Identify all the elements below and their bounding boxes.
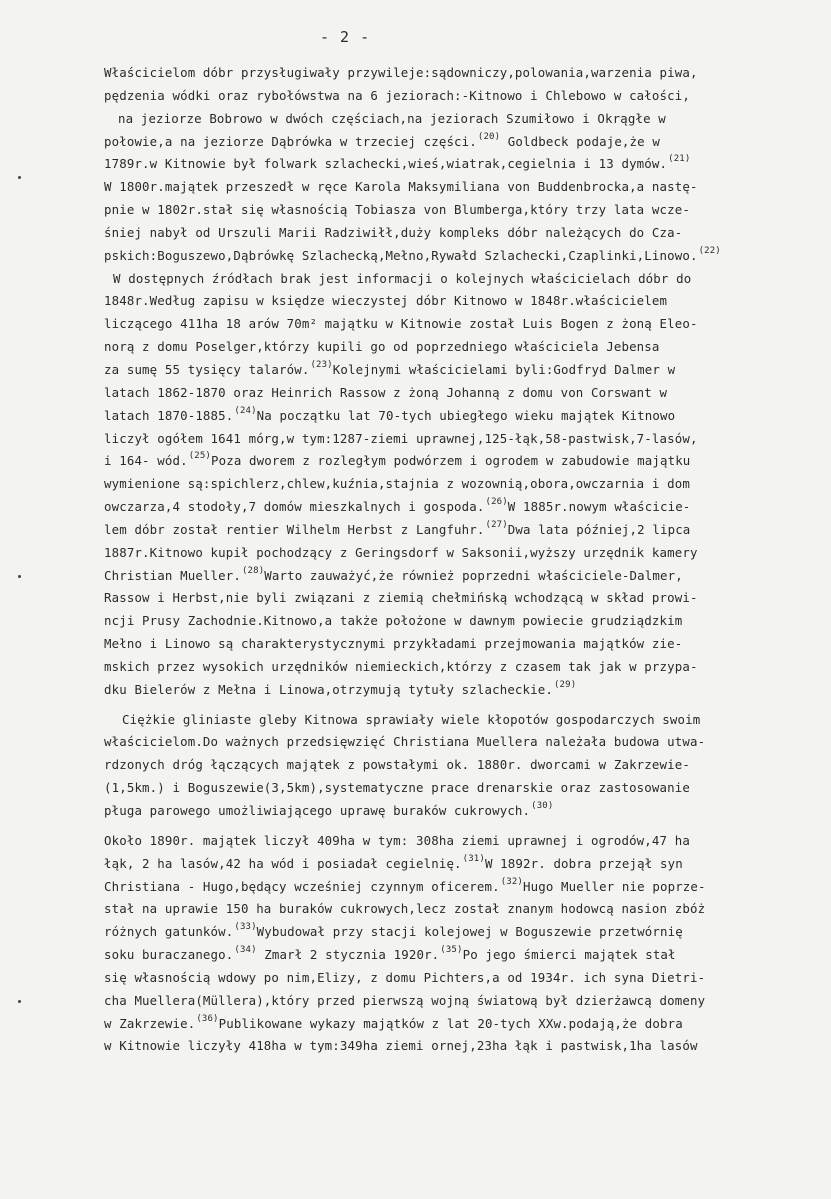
line-text: właścicielom.Do ważnych przedsięwzięć Christiana Muellera należała budowa utwa- bbox=[104, 734, 706, 750]
line-text-continued: Dwa lata później,2 lipca bbox=[507, 521, 691, 537]
footnote-ref: (24) bbox=[234, 405, 257, 416]
line-text-continued: Poza dworem z rozległym podwórzem i ogrodem w zabudowie majątku bbox=[211, 453, 691, 469]
line-text-continued: Na początku lat 70-tych ubiegłego wieku majątek Kitnowo bbox=[256, 407, 676, 423]
line-text: Około 1890r. majątek liczył 409ha w tym: 308ha ziemi uprawnej i ogrodów,47 ha bbox=[104, 832, 690, 848]
paragraph-gap bbox=[0, 702, 831, 709]
text-line bbox=[0, 62, 831, 85]
line-text: 1789r.w Kitnowie był folwark szlachecki,wieś,wiatrak,cegielnia i 13 dymów. bbox=[104, 156, 668, 172]
text-line bbox=[0, 990, 831, 1013]
footnote-ref: (33) bbox=[234, 922, 257, 933]
text-line bbox=[0, 473, 831, 496]
text-line bbox=[0, 450, 831, 473]
line-text: różnych gatunków. bbox=[104, 924, 234, 940]
text-line bbox=[0, 656, 831, 679]
footnote-ref: (30) bbox=[531, 801, 554, 811]
line-text: rdzonych dróg łączących majątek z powstałymi ok. 1880r. dworcami w Zakrzewie- bbox=[104, 757, 690, 773]
text-line bbox=[0, 153, 831, 176]
line-text: norą z domu Poselger,którzy kupili go od poprzedniego właściciela Jebensa bbox=[104, 339, 660, 355]
line-text: za sumę 55 tysięcy talarów. bbox=[104, 361, 310, 377]
text-line bbox=[0, 1035, 831, 1058]
text-line bbox=[0, 313, 831, 336]
text-line bbox=[0, 359, 831, 382]
text-line bbox=[0, 777, 831, 800]
line-text: Christiana - Hugo,będący wcześniej czynnym oficerem. bbox=[104, 878, 500, 894]
text-line bbox=[0, 496, 831, 519]
footnote-ref: (29) bbox=[553, 679, 577, 690]
line-text: stał na uprawie 150 ha buraków cukrowych,lecz został znanym hodowcą nasion zbóż bbox=[104, 901, 706, 917]
footnote-ref: (36) bbox=[196, 1013, 219, 1024]
line-text: Christian Mueller. bbox=[104, 567, 241, 583]
line-text: Właścicielom dóbr przysługiwały przywileje:sądowniczy,polowania,warzenia piwa, bbox=[104, 65, 698, 80]
line-text-continued: Kolejnymi właścicielami byli:Godfryd Dalmer w bbox=[332, 361, 676, 377]
text-line bbox=[0, 800, 831, 823]
text-line bbox=[0, 921, 831, 944]
line-text: W dostępnych źródłach brak jest informacji o kolejnych właścicielach dóbr do bbox=[113, 270, 692, 286]
footnote-ref: (22) bbox=[698, 245, 721, 256]
line-text: w Zakrzewie. bbox=[104, 1015, 196, 1031]
line-text: pskich:Boguszewo,Dąbrówkę Szlachecką,Mełno,Rywałd Szlachecki,Czaplinki,Linowo. bbox=[104, 247, 698, 263]
text-line bbox=[0, 853, 831, 876]
text-line bbox=[0, 830, 831, 853]
line-text-continued: Wybudował przy stacji kolejowej w Boguszewie przetwórnię bbox=[256, 924, 683, 940]
footnote-ref: (35) bbox=[440, 945, 463, 956]
footnote-ref: (27) bbox=[485, 519, 508, 530]
footnote-ref: (25) bbox=[188, 451, 211, 462]
page-number: - 2 - bbox=[320, 28, 371, 46]
text-line bbox=[0, 176, 831, 199]
paragraph-gap bbox=[0, 823, 831, 830]
text-line bbox=[0, 405, 831, 428]
line-text-continued: Goldbeck podaje,że w bbox=[500, 133, 660, 149]
text-line bbox=[0, 876, 831, 899]
line-text: i 164- wód. bbox=[104, 453, 188, 469]
text-line bbox=[0, 199, 831, 222]
line-text: cha Muellera(Müllera),który przed pierwszą wojną światową był dzierżawcą domeny bbox=[104, 992, 706, 1008]
line-text: (1,5km.) i Boguszewie(3,5km),systematyczne prace drenarskie oraz zastosowanie bbox=[104, 780, 690, 796]
line-text: Rassow i Herbst,nie byli związani z ziemią chełmińską wchodzącą w skład prowi- bbox=[104, 590, 698, 606]
line-text: się własnością wdowy po nim,Elizy, z domu Pichters,a od 1934r. ich syna Dietri- bbox=[104, 969, 706, 985]
text-line bbox=[0, 944, 831, 967]
line-text: 1848r.Według zapisu w księdze wieczystej dóbr Kitnowo w 1848r.właścicielem bbox=[104, 293, 668, 309]
text-line bbox=[0, 428, 831, 451]
text-line bbox=[0, 290, 831, 313]
text-line bbox=[0, 967, 831, 990]
line-text: liczył ogółem 1641 mórg,w tym:1287-ziemi uprawnej,125-łąk,58-pastwisk,7-lasów, bbox=[104, 430, 698, 446]
line-text: lem dóbr został rentier Wilhelm Herbst z Langfuhr. bbox=[104, 521, 485, 537]
footnote-ref: (31) bbox=[462, 853, 485, 864]
text-line bbox=[0, 633, 831, 656]
footnote-ref: (34) bbox=[234, 945, 257, 956]
line-text: mskich przez wysokich urzędników niemieckich,którzy z czasem tak jak w przypa- bbox=[104, 658, 698, 674]
body-text bbox=[0, 62, 831, 1058]
line-text-continued: Warto zauważyć,że również poprzedni właściciele-Dalmer, bbox=[264, 567, 683, 583]
text-line bbox=[0, 542, 831, 565]
footnote-ref: (28) bbox=[241, 565, 265, 576]
line-text: pędzenia wódki oraz rybołówstwa na 6 jeziorach:-Kitnowo i Chlebowo w całości, bbox=[104, 87, 690, 103]
text-line bbox=[0, 222, 831, 245]
line-text-continued: Po jego śmierci majątek stał bbox=[462, 947, 676, 963]
punch-hole-mark bbox=[18, 575, 21, 578]
text-line bbox=[0, 108, 831, 131]
text-line bbox=[0, 754, 831, 777]
line-text: latach 1862-1870 oraz Heinrich Rassow z żoną Johanną z domu von Corswant w bbox=[104, 384, 668, 400]
text-line bbox=[0, 898, 831, 921]
line-text: dku Bielerów z Mełna i Linowa,otrzymują tytuły szlacheckie. bbox=[104, 681, 553, 697]
line-text-continued: W 1892r. dobra przejął syn bbox=[484, 855, 683, 871]
text-line bbox=[0, 1013, 831, 1036]
line-text: latach 1870-1885. bbox=[104, 407, 234, 423]
line-text-continued: W 1885r.nowym właścicie- bbox=[507, 499, 691, 515]
line-text: łąk, 2 ha lasów,42 ha wód i posiadał cegielnię. bbox=[104, 855, 462, 871]
footnote-ref: (21) bbox=[668, 154, 691, 165]
footnote-ref: (20) bbox=[477, 131, 501, 142]
line-text: W 1800r.majątek przeszedł w ręce Karola Maksymiliana von Buddenbrocka,a nastę- bbox=[104, 179, 698, 195]
line-text-continued: Zmarł 2 stycznia 1920r. bbox=[256, 947, 440, 963]
line-text-continued: Hugo Mueller nie poprze- bbox=[523, 878, 706, 894]
line-text: na jeziorze Bobrowo w dwóch częściach,na jeziorach Szumiłowo i Okrągłe w bbox=[118, 110, 666, 126]
line-text: owczarza,4 stodoły,7 domów mieszkalnych i gospoda. bbox=[104, 499, 485, 515]
line-text: pnie w 1802r.stał się własnością Tobiasza von Blumberga,który trzy lata wcze- bbox=[104, 202, 690, 218]
line-text: połowie,a na jeziorze Dąbrówka w trzeciej części. bbox=[104, 133, 477, 149]
footnote-ref: (23) bbox=[310, 359, 333, 370]
punch-hole-mark bbox=[18, 176, 21, 179]
text-line bbox=[0, 709, 831, 732]
line-text-continued: Publikowane wykazy majątków z lat 20-tych XXw.podają,że dobra bbox=[218, 1015, 683, 1031]
text-line bbox=[0, 245, 831, 268]
text-line bbox=[0, 336, 831, 359]
line-text: śniej nabył od Urszuli Marii Radziwiłł,duży kompleks dóbr należących do Cza- bbox=[104, 224, 683, 240]
line-text: 1887r.Kitnowo kupił pochodzący z Geringsdorf w Saksonii,wyższy urzędnik kamery bbox=[104, 544, 698, 560]
line-text: liczącego 411ha 18 arów 70m² majątku w Kitnowie został Luis Bogen z żoną Eleo- bbox=[104, 316, 698, 332]
text-line bbox=[0, 131, 831, 154]
line-text: Ciężkie gliniaste gleby Kitnowa sprawiały wiele kłopotów gospodarczych swoim bbox=[122, 711, 701, 727]
footnote-ref: (26) bbox=[485, 497, 508, 508]
line-text: w Kitnowie liczyły 418ha w tym:349ha ziemi ornej,23ha łąk i pastwisk,1ha lasów bbox=[104, 1038, 698, 1054]
text-line bbox=[0, 519, 831, 542]
line-text: ncji Prusy Zachodnie.Kitnowo,a także położone w dawnym powiecie grudziądzkim bbox=[104, 613, 683, 629]
text-line bbox=[0, 85, 831, 108]
line-text: Mełno i Linowo są charakterystycznymi przykładami przejmowania majątków zie- bbox=[104, 636, 683, 652]
text-line bbox=[0, 610, 831, 633]
line-text: wymienione są:spichlerz,chlew,kuźnia,stajnia z wozownią,obora,owczarnia i dom bbox=[104, 476, 690, 492]
text-line bbox=[0, 565, 831, 588]
line-text: pługa parowego umożliwiającego uprawę buraków cukrowych. bbox=[104, 803, 531, 818]
line-text: soku buraczanego. bbox=[104, 947, 234, 963]
text-line bbox=[0, 587, 831, 610]
text-line bbox=[0, 731, 831, 754]
punch-hole-mark bbox=[18, 1000, 21, 1003]
text-line bbox=[0, 382, 831, 405]
footnote-ref: (32) bbox=[500, 876, 523, 887]
text-line bbox=[0, 268, 831, 291]
text-line bbox=[0, 679, 831, 702]
